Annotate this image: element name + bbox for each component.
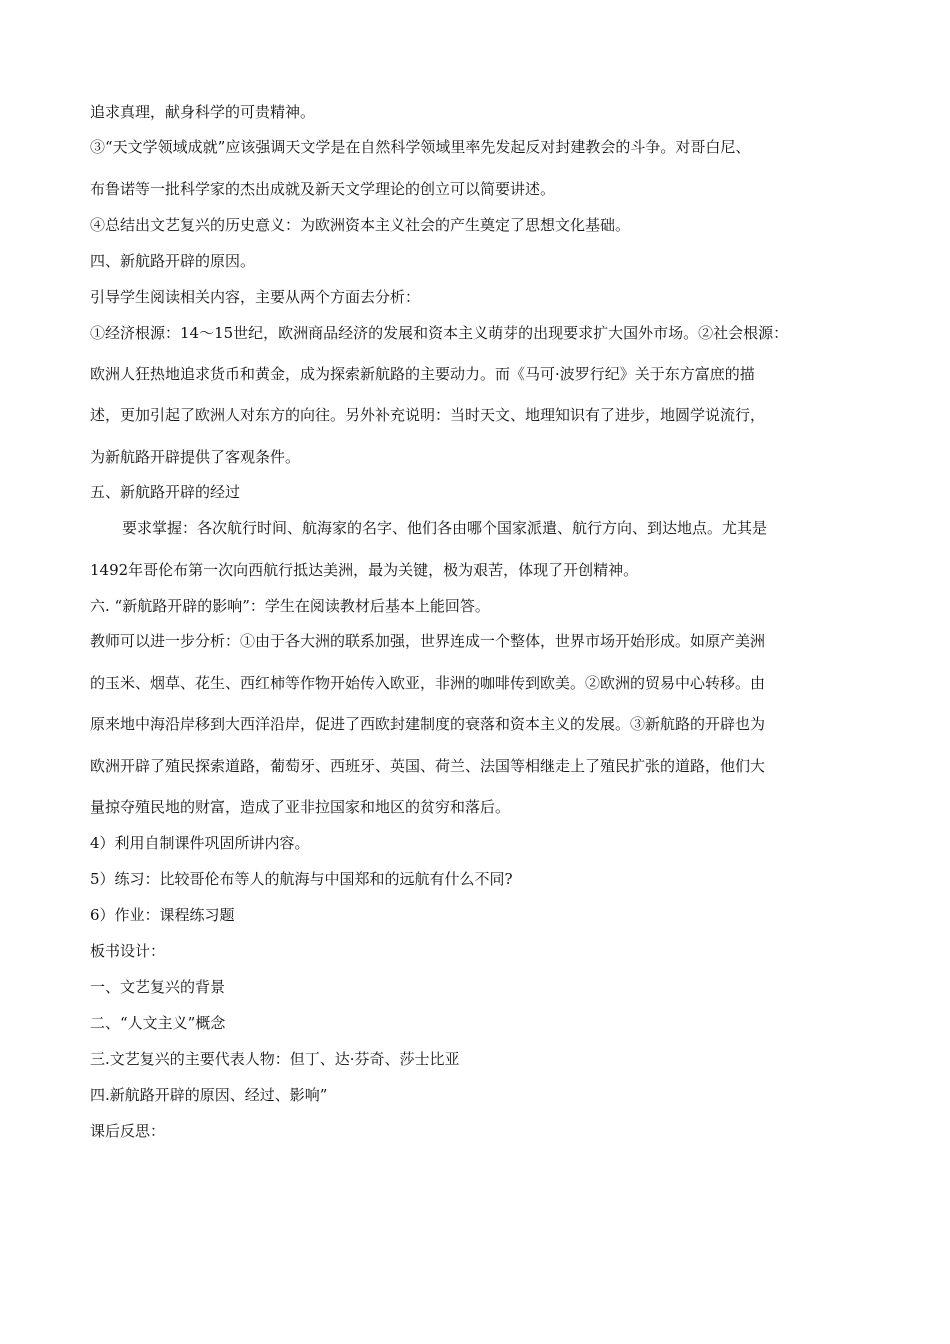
- section-heading: 四、新航路开辟的原因。: [90, 252, 256, 270]
- text-line: 追求真理，献身科学的可贵精神。: [90, 103, 316, 121]
- text-line: 欧洲人狂热地追求货币和黄金，成为探索新航路的主要动力。而《马可·波罗行纪》关于东方富庶的描: [90, 365, 755, 383]
- text-line: 1492年哥伦布第一次向西航行抵达美洲，最为关键，极为艰苦，体现了开创精神。: [90, 561, 639, 579]
- list-item: 4）利用自制课件巩固所讲内容。: [90, 834, 310, 852]
- text-line: 欧洲开辟了殖民探索道路，葡萄牙、西班牙、英国、荷兰、法国等相继走上了殖民扩张的道路，他们大: [90, 757, 766, 775]
- list-item: 二、“人文主义”概念: [90, 1014, 226, 1032]
- text-line: ①经济根源：14～15世纪，欧洲商品经济的发展和资本主义萌芽的出现要求扩大国外市场。②社会根源：: [90, 324, 789, 342]
- section-heading: 五、新航路开辟的经过: [90, 483, 241, 501]
- list-item: 5）练习：比较哥伦布等人的航海与中国郑和的远航有什么不同?: [90, 870, 513, 888]
- section-heading: 六. “新航路开辟的影响”：学生在阅读教材后基本上能回答。: [90, 597, 490, 615]
- list-item: 三.文艺复兴的主要代表人物：但丁、达·芬奇、莎士比亚: [90, 1050, 460, 1068]
- text-line: 述，更加引起了欧洲人对东方的向往。另外补充说明：当时天文、地理知识有了进步，地圆学说流行，: [90, 406, 766, 424]
- text-line: 的玉米、烟草、花生、西红柿等作物开始传入欧亚，非洲的咖啡传到欧美。②欧洲的贸易中心转移。由: [90, 674, 766, 692]
- section-heading: 板书设计：: [90, 942, 166, 960]
- text-line: 为新航路开辟提供了客观条件。: [90, 448, 301, 466]
- text-line: ④总结出文艺复兴的历史意义：为欧洲资本主义社会的产生奠定了思想文化基础。: [90, 216, 631, 234]
- list-item: 一、文艺复兴的背景: [90, 978, 226, 996]
- text-line: 教师可以进一步分析：①由于各大洲的联系加强，世界连成一个整体，世界市场开始形成。如原产美洲: [90, 632, 766, 650]
- section-heading: 课后反思：: [90, 1122, 166, 1140]
- text-line: 要求掌握：各次航行时间、航海家的名字、他们各由哪个国家派遣、航行方向、到达地点。尤其是: [122, 519, 768, 537]
- text-line: 原来地中海沿岸移到大西洋沿岸，促进了西欧封建制度的衰落和资本主义的发展。③新航路的开辟也为: [90, 715, 766, 733]
- list-item: 6）作业：课程练习题: [90, 906, 235, 924]
- list-item: 四.新航路开辟的原因、经过、影响”: [90, 1086, 328, 1104]
- text-line: 量掠夺殖民地的财富，造成了亚非拉国家和地区的贫穷和落后。: [90, 798, 511, 816]
- text-line: 布鲁诺等一批科学家的杰出成就及新天文学理论的创立可以简要讲述。: [90, 180, 556, 198]
- text-line: ③“天文学领域成就”应该强调天文学是在自然科学领域里率先发起反对封建教会的斗争。对哥白尼、: [90, 138, 751, 156]
- text-line: 引导学生阅读相关内容，主要从两个方面去分析：: [90, 288, 421, 306]
